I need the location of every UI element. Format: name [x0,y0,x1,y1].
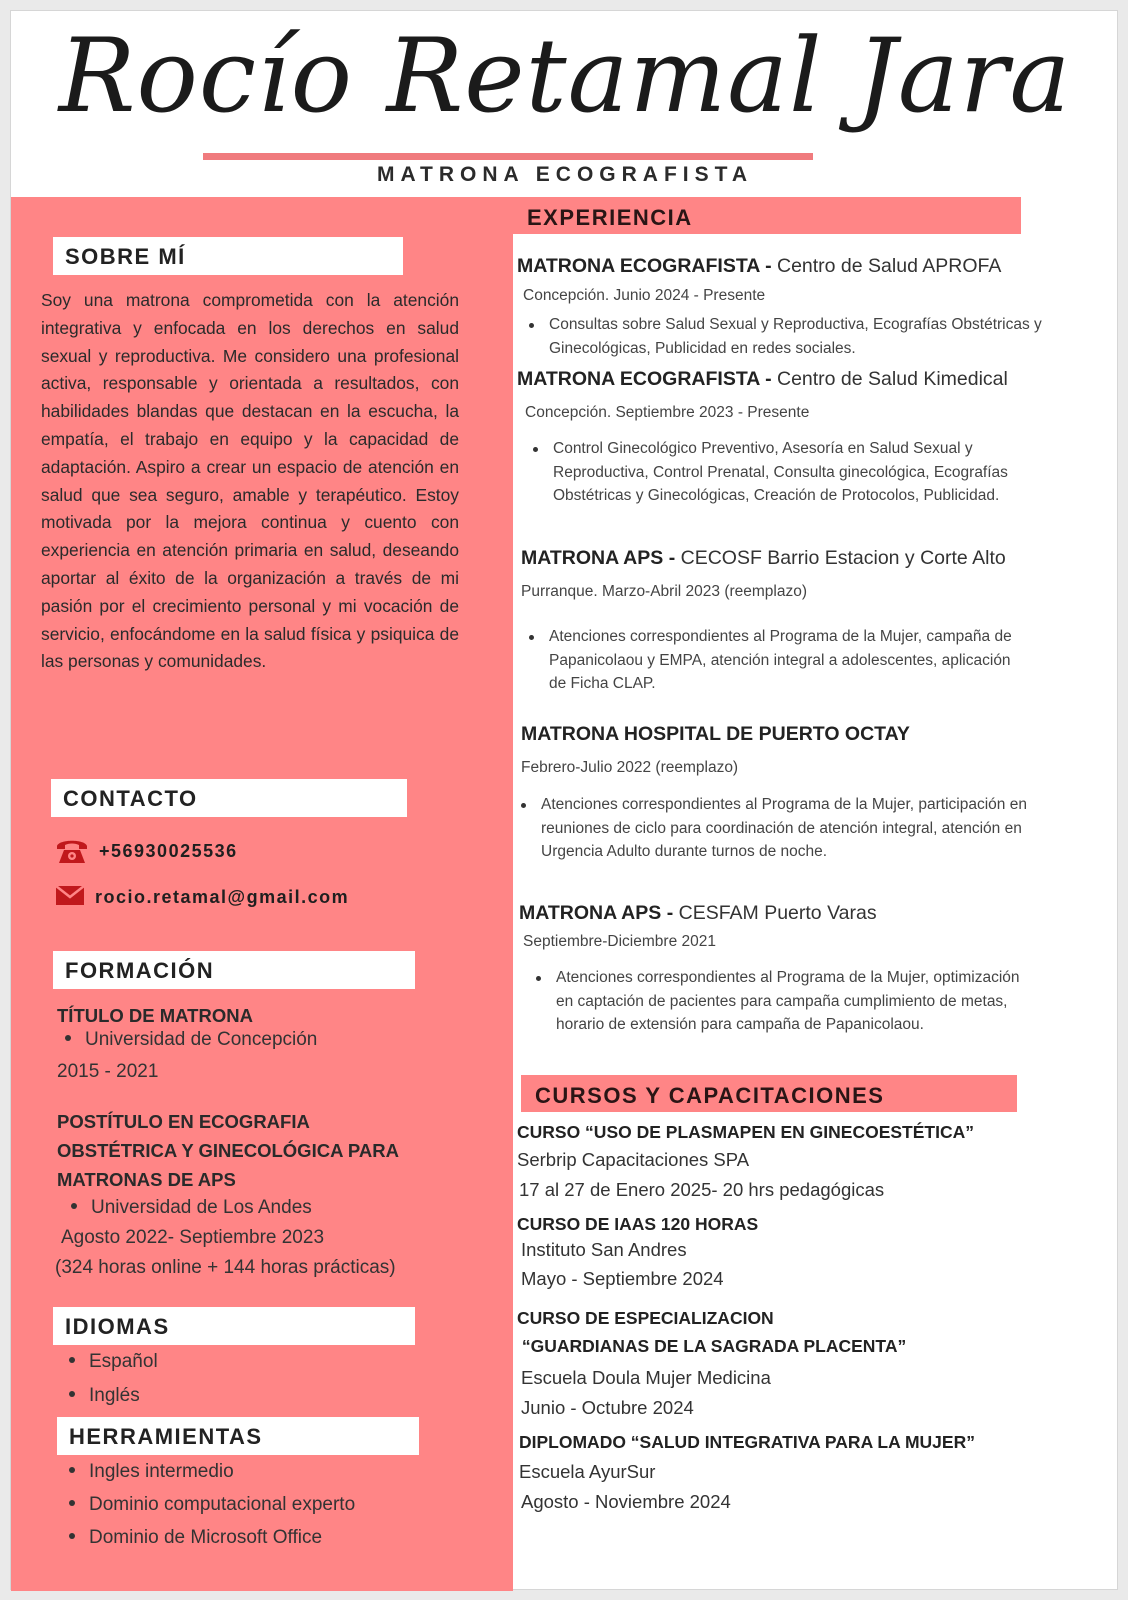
tool-item: Dominio computacional experto [69,1494,355,1516]
job-title: MATRONA ECOGRAFISTA - Centro de Salud APROFA [517,255,1002,277]
job-title-subtitle: MATRONA ECOGRAFISTA [376,163,754,186]
course-organization: Instituto San Andres [521,1239,687,1260]
envelope-icon [55,883,85,911]
resume-header [11,11,1119,197]
contact-phone[interactable] [55,837,238,865]
about-heading: SOBRE MÍ [53,237,403,275]
language-item: Inglés [69,1385,140,1407]
course-title-line-2: “GUARDIANAS DE LA SAGRADA PLACENTA” [517,1336,907,1356]
job-description: Atenciones correspondientes al Programa de la Mujer, optimización en captación de pacientes para campaña cumplimiento de metas, horario de extensión para campaña de Papanicolaou. [556,966,1031,1037]
postgrad-hours-note: (324 horas online + 144 horas prácticas) [55,1257,396,1278]
courses-heading: CURSOS Y CAPACITACIONES [521,1075,1017,1112]
postgrad-institution: Universidad de Los Andes [71,1197,312,1219]
job-meta: Purranque. Marzo-Abril 2023 (reemplazo) [521,583,808,600]
name-underline [203,153,813,160]
tool-item: Ingles intermedio [69,1461,234,1483]
job-meta: Concepción. Septiembre 2023 - Presente [525,404,810,421]
job-title: MATRONA APS - CESFAM Puerto Varas [519,902,877,924]
degree-institution: Universidad de Concepción [65,1029,317,1051]
job-meta: Febrero-Julio 2022 (reemplazo) [521,759,739,776]
course-organization: Escuela Doula Mujer Medicina [521,1367,771,1388]
job-meta: Concepción. Junio 2024 - Presente [523,287,766,304]
course-dates: Mayo - Septiembre 2024 [521,1268,724,1289]
job-title: MATRONA HOSPITAL DE PUERTO OCTAY [521,723,910,745]
postgrad-title-line-1: POSTÍTULO EN ECOGRAFIA [57,1111,310,1132]
education-heading: FORMACIÓN [53,951,415,989]
postgrad-title-line-2: OBSTÉTRICA Y GINECOLÓGICA PARA [57,1140,399,1161]
course-organization: Escuela AyurSur [519,1461,656,1482]
course-title: CURSO DE IAAS 120 HORAS [517,1214,759,1234]
tools-heading: HERRAMIENTAS [57,1417,419,1455]
course-title: CURSO “USO DE PLASMAPEN EN GINECOESTÉTICA” [517,1122,974,1142]
course-dates: Junio - Octubre 2024 [521,1397,694,1418]
course-title-line-1: CURSO DE ESPECIALIZACION [517,1308,774,1328]
course-dates: Agosto - Noviembre 2024 [521,1491,731,1512]
course-dates: 17 al 27 de Enero 2025- 20 hrs pedagógicas [519,1179,885,1200]
tool-item: Dominio de Microsoft Office [69,1527,322,1549]
candidate-name: Rocío Retamal Jara [58,17,1072,136]
experience-heading: EXPERIENCIA [513,197,1021,234]
postgrad-dates: Agosto 2022- Septiembre 2023 [61,1227,325,1248]
about-text: Soy una matrona comprometida con la atención integrativa y enfocada en los derechos en salud sexual y reproductiva. Me considero una profesional activa, responsable y orientada a resultados, con habilidades blandas que destacan en la escucha, la empatía, el trabajo en equipo y la capacidad de adaptación. Aspiro a crear un espacio de atención en salud que sea seguro, amable y terapéutico. Estoy motivada por la mejora continua y cuento con experiencia en atención primaria en salud, deseando aportar al éxito de la organización a través de mi pasión por el crecimiento personal y mi vocación de servicio, enfocándome en la salud física y psiquica de las personas y comunidades. [41,290,459,672]
languages-heading: IDIOMAS [53,1307,415,1345]
contact-heading: CONTACTO [51,779,407,817]
job-meta: Septiembre-Diciembre 2021 [523,933,716,950]
job-title: MATRONA ECOGRAFISTA - Centro de Salud Kimedical [517,368,1008,390]
job-description: Consultas sobre Salud Sexual y Reproductiva, Ecografías Obstétricas y Ginecológicas, Publicidad en redes sociales. [549,313,1059,360]
course-organization: Serbrip Capacitaciones SPA [517,1149,750,1170]
course-title: DIPLOMADO “SALUD INTEGRATIVA PARA LA MUJER” [519,1432,975,1452]
degree-dates: 2015 - 2021 [57,1061,159,1082]
language-item: Español [69,1351,158,1373]
job-description: Control Ginecológico Preventivo, Asesoría en Salud Sexual y Reproductiva, Control Prenatal, Consulta ginecológica, Ecografías Obstétricas y Ginecológicas, Creación de Protocolos, Publicidad. [553,437,1058,508]
postgrad-title-line-3: MATRONAS DE APS [57,1169,236,1190]
left-sidebar [11,197,513,1591]
job-description: Atenciones correspondientes al Programa de la Mujer, campaña de Papanicolaou y EMPA, atención integral a adolescentes, aplicación de Ficha CLAP. [549,625,1029,696]
email-address: rocio.retamal@gmail.com [95,886,350,907]
job-description: Atenciones correspondientes al Programa de la Mujer, participación en reuniones de ciclo para coordinación de atención integral, atención en Urgencia Adulto durante turnos de noche. [541,793,1031,864]
phone-number: +56930025536 [99,840,238,861]
degree-title: TÍTULO DE MATRONA [57,1005,253,1026]
job-title: MATRONA APS - CECOSF Barrio Estacion y Corte Alto [521,547,1006,569]
resume-page [10,10,1118,1590]
phone-icon [55,837,89,865]
contact-email[interactable] [55,883,349,911]
